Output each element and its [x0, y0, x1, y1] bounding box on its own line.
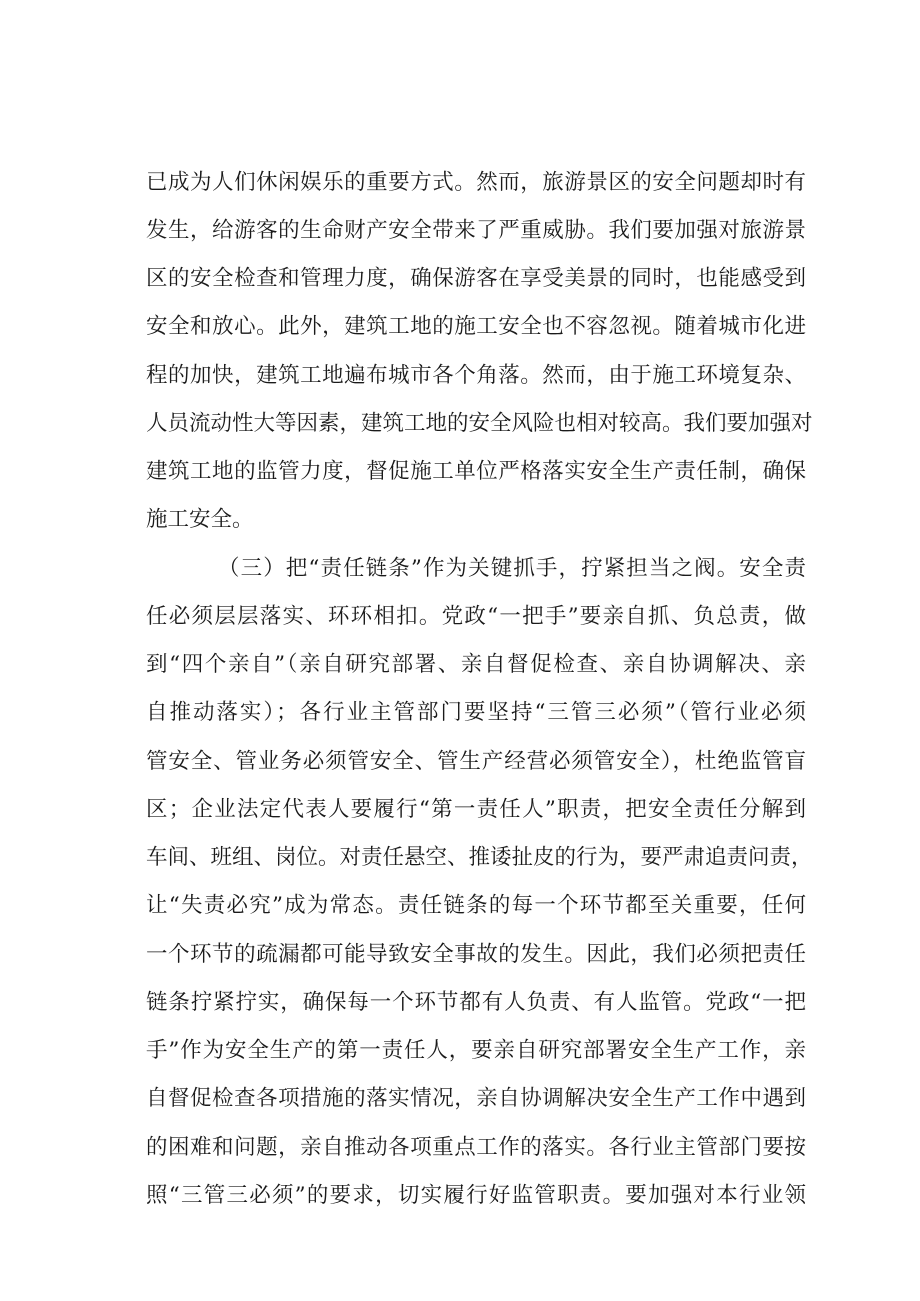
paragraph-2-line-14: 照“三管三必须”的要求，切实履行好监管职责。要加强对本行业领: [146, 1183, 806, 1208]
paragraph-1-line-4: 安全和放心。此外，建筑工地的施工安全也不容忽视。随着城市化进: [146, 314, 806, 339]
paragraph-2-line-2: 任必须层层落实、环环相扣。党政“一把手”要亲自抓、负总责，做: [146, 604, 806, 629]
paragraph-2-line-12: 自督促检查各项措施的落实情况，亲自协调解决安全生产工作中遇到: [146, 1086, 806, 1111]
paragraph-1-line-8: 施工安全。: [146, 507, 254, 532]
paragraph-2-line-6: 区；企业法定代表人要履行“第一责任人”职责，把安全责任分解到: [146, 797, 806, 822]
paragraph-1-line-2: 发生，给游客的生命财产安全带来了严重威胁。我们要加强对旅游景: [146, 218, 806, 243]
paragraph-2-line-9: 一个环节的疏漏都可能导致安全事故的发生。因此，我们必须把责任: [146, 942, 806, 967]
paragraph-2-line-7: 车间、班组、岗位。对责任悬空、推诿扯皮的行为，要严肃追责问责，: [146, 845, 813, 870]
paragraph-1-line-6: 人员流动性大等因素，建筑工地的安全风险也相对较高。我们要加强对: [146, 411, 813, 436]
paragraph-2-line-11: 手”作为安全生产的第一责任人，要亲自研究部署安全生产工作，亲: [146, 1038, 806, 1063]
paragraph-1-line-5: 程的加快，建筑工地遍布城市各个角落。然而，由于施工环境复杂、: [146, 363, 806, 388]
paragraph-1-line-3: 区的安全检查和管理力度，确保游客在享受美景的同时，也能感受到: [146, 266, 806, 291]
paragraph-2-line-8: 让“失责必究”成为常态。责任链条的每一个环节都至关重要，任何: [146, 893, 806, 918]
document-body: [146, 168, 813, 1208]
paragraph-2-line-13: 的困难和问题，亲自推动各项重点工作的落实。各行业主管部门要按: [146, 1135, 806, 1160]
paragraph-1-line-1: 已成为人们休闲娱乐的重要方式。然而，旅游景区的安全问题却时有: [146, 170, 806, 195]
paragraph-1-line-7: 建筑工地的监管力度，督促施工单位严格落实安全生产责任制，确保: [146, 459, 806, 484]
paragraph-2-line-10: 链条拧紧拧实，确保每一个环节都有人负责、有人监管。党政“一把: [146, 990, 806, 1015]
paragraph-2-line-1: （三）把“责任链条”作为关键抓手，拧紧担当之阀。安全责: [218, 556, 806, 581]
paragraph-2-line-4: 自推动落实）；各行业主管部门要坚持“三管三必须”（管行业必须: [146, 700, 806, 725]
paragraph-2-line-5: 管安全、管业务必须管安全、管生产经营必须管安全），杜绝监管盲: [146, 749, 806, 774]
paragraph-2-line-3: 到“四个亲自”（亲自研究部署、亲自督促检查、亲自协调解决、亲: [146, 652, 806, 677]
